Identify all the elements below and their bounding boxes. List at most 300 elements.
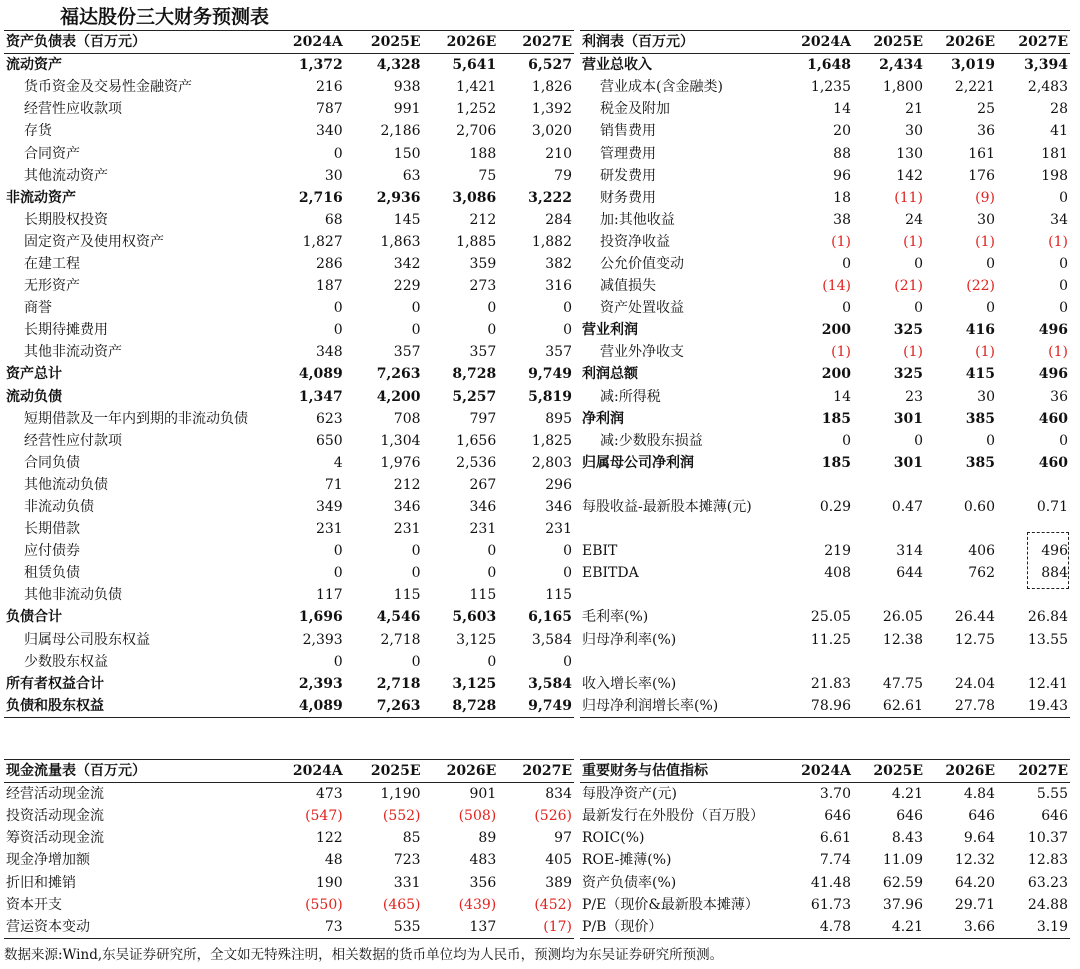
table-title: 现金流量表（百万元） [4, 760, 254, 783]
table-row [580, 474, 1070, 496]
row-label: 减:少数股东损益 [600, 432, 703, 449]
value-cell: 346 [469, 499, 497, 516]
row-label: 非流动负债 [24, 499, 94, 516]
row-label: 负债和股东权益 [4, 695, 254, 718]
value-cell: 3,125 [456, 631, 497, 648]
value-cell: 408 [824, 565, 851, 582]
value-cell: 483 [469, 852, 497, 869]
value-cell: 1,421 [456, 79, 497, 96]
value-cell: (14) [822, 278, 851, 295]
value-cell: 212 [393, 476, 421, 493]
row-label: 归属母公司净利润 [582, 454, 694, 471]
value-cell: 357 [469, 344, 497, 361]
value-cell [780, 474, 853, 496]
value-cell: 346 [545, 499, 572, 516]
table-row [580, 651, 1070, 673]
value-cell: 145 [393, 211, 421, 228]
row-label: 营业利润 [582, 322, 638, 339]
table-row [4, 805, 574, 827]
value-cell: 0 [563, 543, 572, 560]
value-cell: 63 [402, 167, 421, 184]
row-label: 合同负债 [24, 454, 80, 471]
value-cell: 314 [896, 543, 923, 560]
value-cell: 1,235 [810, 79, 851, 96]
value-cell: 3,125 [452, 675, 497, 692]
year-header: 2026E [423, 31, 499, 54]
value-cell: 938 [393, 79, 421, 96]
value-cell: 37.96 [882, 896, 923, 913]
value-cell: 0 [986, 255, 995, 272]
year-header: 2024A [254, 760, 344, 783]
value-cell: 5.55 [1036, 786, 1068, 803]
value-cell: 2,483 [1027, 79, 1068, 96]
value-cell: 0 [563, 322, 572, 339]
row-label: 无形资产 [24, 278, 80, 295]
value-cell: 36 [1050, 388, 1068, 405]
row-label: 利润总额 [582, 366, 638, 383]
income-statement-table [580, 30, 1070, 718]
value-cell: 30 [977, 211, 995, 228]
value-cell: 0 [333, 300, 343, 317]
value-cell: 115 [469, 587, 497, 604]
table-row [580, 297, 1070, 319]
table-row [580, 430, 1070, 452]
row-label: 资产负债率(%) [582, 874, 677, 891]
value-cell: 325 [893, 322, 923, 339]
table-row [580, 319, 1070, 341]
value-cell: 219 [824, 543, 851, 560]
row-label: 其他流动负债 [24, 476, 108, 493]
row-label: 流动负债 [6, 388, 62, 405]
row-label: 净利润 [582, 410, 624, 427]
table-row [4, 341, 574, 363]
value-cell: 8,728 [423, 695, 499, 718]
value-cell: 3.66 [925, 916, 997, 939]
value-cell: 0 [411, 653, 421, 670]
table-row [580, 408, 1070, 430]
value-cell: 2,936 [376, 189, 421, 206]
value-cell: 0 [1059, 432, 1068, 449]
table-row [4, 386, 574, 408]
table-row [4, 849, 574, 871]
value-cell: 3,584 [528, 675, 572, 692]
value-cell: 41 [1050, 123, 1068, 140]
value-cell: 0 [411, 322, 421, 339]
row-label: 归母净利率(%) [582, 631, 677, 648]
value-cell: 14 [833, 101, 851, 118]
table-row [580, 363, 1070, 385]
table-header-row [4, 760, 574, 783]
value-cell: 0 [411, 300, 421, 317]
page-title: 福达股份三大财务预测表 [60, 6, 270, 28]
row-label: EBIT [582, 543, 618, 560]
value-cell: 185 [821, 410, 851, 427]
value-cell: 301 [893, 454, 923, 471]
value-cell: 12.38 [882, 631, 923, 648]
value-cell [780, 518, 853, 540]
value-cell: (1) [975, 344, 995, 361]
value-cell: 4,089 [298, 366, 343, 383]
value-cell: 646 [896, 808, 923, 825]
row-label: 其他非流动负债 [24, 587, 122, 604]
cash-flow-table [4, 759, 574, 939]
value-cell: 79 [554, 167, 572, 184]
value-cell: 0 [986, 432, 995, 449]
value-cell: (547) [305, 808, 343, 825]
table-row [580, 540, 1070, 562]
year-header: 2026E [423, 760, 499, 783]
value-cell: 231 [315, 521, 343, 538]
value-cell: 0 [487, 322, 497, 339]
value-cell: 4 [333, 454, 343, 471]
value-cell: 198 [1041, 167, 1068, 184]
value-cell [997, 474, 1070, 496]
year-header: 2027E [997, 31, 1070, 54]
value-cell: 73 [254, 916, 344, 939]
value-cell: 21 [905, 101, 923, 118]
value-cell: 6.61 [819, 830, 851, 847]
value-cell: 71 [324, 476, 343, 493]
table-row [580, 606, 1070, 628]
table-row [4, 165, 574, 187]
value-cell: 0 [487, 300, 497, 317]
value-cell: 357 [545, 344, 572, 361]
row-label: 公允价值变动 [600, 255, 684, 272]
value-cell: 27.78 [925, 695, 997, 718]
value-cell: (9) [975, 189, 995, 206]
value-cell: 117 [315, 587, 343, 604]
table-row [580, 629, 1070, 651]
row-label: 长期借款 [24, 521, 80, 538]
table-row [580, 231, 1070, 253]
value-cell: 229 [393, 278, 421, 295]
table-row [4, 142, 574, 164]
value-cell: 2,718 [376, 675, 421, 692]
value-cell: 346 [393, 499, 421, 516]
value-cell: 1,825 [531, 432, 572, 449]
value-cell: 8,728 [452, 366, 497, 383]
value-cell: 188 [469, 145, 497, 162]
table-row [580, 165, 1070, 187]
value-cell: 286 [315, 255, 343, 272]
row-label: 资产总计 [6, 366, 62, 383]
row-label: 营业外净收支 [600, 344, 684, 361]
value-cell: 0 [1059, 278, 1068, 295]
row-label: 合同资产 [24, 145, 80, 162]
value-cell: 1,696 [298, 609, 343, 626]
value-cell: 1,304 [380, 432, 421, 449]
value-cell: 1,976 [380, 454, 421, 471]
value-cell: 708 [393, 410, 421, 427]
year-header: 2024A [780, 31, 853, 54]
value-cell: 26.05 [882, 609, 923, 626]
value-cell: 0 [487, 565, 497, 582]
value-cell: 644 [896, 565, 923, 582]
value-cell: 12.32 [954, 852, 995, 869]
row-label: 流动资产 [6, 57, 62, 74]
value-cell: 9.64 [963, 830, 995, 847]
table-row [580, 562, 1070, 584]
value-cell: 0 [563, 653, 572, 670]
value-cell: 36 [977, 123, 995, 140]
value-cell: 41.48 [810, 874, 851, 891]
value-cell: 9,749 [498, 695, 574, 718]
value-cell: 7.74 [819, 852, 851, 869]
row-label: 研发费用 [600, 167, 656, 184]
value-cell: 216 [315, 79, 343, 96]
year-header: 2027E [498, 31, 574, 54]
value-cell: 1,252 [456, 101, 497, 118]
row-label: 每股收益-最新股本摊薄(元) [582, 499, 752, 516]
row-label: 租赁负债 [24, 565, 80, 582]
value-cell [780, 651, 853, 673]
value-cell: 5,819 [528, 388, 572, 405]
value-cell: 231 [545, 521, 572, 538]
row-label: 非流动资产 [6, 189, 76, 206]
table-row [4, 120, 574, 142]
row-label: 长期股权投资 [24, 211, 108, 228]
value-cell: 3,222 [528, 189, 572, 206]
row-label [580, 651, 780, 673]
value-cell: 460 [1038, 410, 1068, 427]
value-cell: 4.84 [963, 786, 995, 803]
footnote: 数据来源:Wind,东吴证券研究所，全文如无特殊注明，相关数据的货币单位均为人民币，预测均为东吴证券研究所预测。 [4, 947, 724, 963]
value-cell: 2,393 [298, 675, 343, 692]
table-row [580, 673, 1070, 695]
value-cell: 2,393 [302, 631, 343, 648]
year-header: 2024A [780, 760, 853, 783]
value-cell: 496 [1041, 543, 1068, 560]
value-cell: 0 [487, 653, 497, 670]
table-row [4, 540, 574, 562]
value-cell: 2,718 [380, 631, 421, 648]
value-cell: 0.60 [963, 499, 995, 516]
value-cell: 1,190 [380, 786, 421, 803]
value-cell: 0 [986, 300, 995, 317]
value-cell: 8.43 [891, 830, 923, 847]
table-row [4, 518, 574, 540]
row-label: 长期待摊费用 [24, 322, 108, 339]
value-cell: 762 [968, 565, 995, 582]
row-label [580, 518, 780, 540]
year-header: 2025E [853, 760, 925, 783]
value-cell: 646 [968, 808, 995, 825]
row-label: 财务费用 [600, 189, 656, 206]
row-label: 应付债券 [24, 543, 80, 560]
value-cell: 14 [833, 388, 851, 405]
value-cell: 47.75 [882, 675, 923, 692]
row-label: 减值损失 [600, 278, 656, 295]
table-row [580, 76, 1070, 98]
value-cell: 1,800 [882, 79, 923, 96]
value-cell: 30 [324, 167, 343, 184]
value-cell: 0 [914, 432, 923, 449]
value-cell: 24.88 [1027, 896, 1068, 913]
value-cell: 150 [393, 145, 421, 162]
table-title: 资产负债表（百万元） [4, 31, 254, 54]
row-label: 其他非流动资产 [24, 344, 122, 361]
value-cell: 325 [893, 366, 923, 383]
value-cell: 1,885 [456, 233, 497, 250]
table-row [580, 849, 1070, 871]
table-row [4, 562, 574, 584]
value-cell: 3,020 [531, 123, 572, 140]
value-cell: 316 [545, 278, 572, 295]
value-cell: 623 [315, 410, 343, 427]
table-header-row [4, 31, 574, 54]
value-cell: 78.96 [780, 695, 853, 718]
value-cell: (550) [305, 896, 343, 913]
year-header: 2026E [925, 31, 997, 54]
value-cell: 0 [333, 565, 343, 582]
value-cell: 96 [833, 167, 851, 184]
row-label: 收入增长率(%) [582, 675, 677, 692]
value-cell: 30 [977, 388, 995, 405]
value-cell: 28 [1050, 101, 1068, 118]
value-cell: 0 [333, 543, 343, 560]
table-row [4, 76, 574, 98]
value-cell: 2,536 [456, 454, 497, 471]
table-row [4, 871, 574, 893]
table-row [580, 120, 1070, 142]
value-cell: (552) [382, 808, 421, 825]
table-row [580, 386, 1070, 408]
highlight-box [1027, 532, 1069, 589]
value-cell: 1,648 [807, 57, 851, 74]
value-cell [853, 584, 925, 606]
table-row [580, 695, 1070, 718]
row-label: 资产处置收益 [600, 300, 684, 317]
value-cell: 460 [1038, 454, 1068, 471]
value-cell: (1) [831, 233, 851, 250]
value-cell: (439) [458, 896, 497, 913]
value-cell: 64.20 [954, 874, 995, 891]
value-cell: 5,641 [452, 57, 497, 74]
value-cell: 130 [896, 145, 923, 162]
value-cell: 85 [402, 830, 421, 847]
value-cell: 3.19 [997, 916, 1070, 939]
value-cell: 3,086 [452, 189, 497, 206]
value-cell: 342 [393, 255, 421, 272]
value-cell: 122 [315, 830, 343, 847]
row-label: 管理费用 [600, 145, 656, 162]
value-cell: 68 [324, 211, 343, 228]
value-cell: 12.83 [1027, 852, 1068, 869]
row-label: 经营性应付款项 [24, 432, 122, 449]
value-cell: 11.25 [810, 631, 851, 648]
table-row [580, 518, 1070, 540]
table-row [4, 695, 574, 718]
value-cell: 20 [833, 123, 851, 140]
value-cell: 340 [315, 123, 343, 140]
value-cell: 137 [423, 916, 499, 939]
value-cell: 97 [554, 830, 572, 847]
value-cell: 4.21 [891, 786, 923, 803]
table-row [4, 54, 574, 77]
value-cell: 13.55 [1027, 631, 1068, 648]
table-row [4, 363, 574, 385]
value-cell: 348 [315, 344, 343, 361]
value-cell: 296 [545, 476, 572, 493]
table-title: 重要财务与估值指标 [580, 760, 780, 783]
balance-sheet-table [4, 30, 574, 718]
value-cell: 2,803 [531, 454, 572, 471]
table-row [4, 606, 574, 628]
value-cell [853, 474, 925, 496]
table-header-row [580, 760, 1070, 783]
value-cell: (17) [498, 916, 574, 939]
table-row [580, 187, 1070, 209]
table-row [580, 98, 1070, 120]
value-cell: 200 [821, 366, 851, 383]
value-cell: 0 [914, 255, 923, 272]
table-row [580, 209, 1070, 231]
value-cell: 48 [324, 852, 343, 869]
value-cell: 12.75 [954, 631, 995, 648]
value-cell: 0 [411, 565, 421, 582]
value-cell: 357 [393, 344, 421, 361]
value-cell: 34 [1050, 211, 1068, 228]
table-row [580, 783, 1070, 806]
row-label: 负债合计 [6, 609, 62, 626]
value-cell [925, 584, 997, 606]
value-cell: 12.41 [1027, 675, 1068, 692]
value-cell: 284 [545, 211, 572, 228]
row-label [580, 474, 780, 496]
value-cell: 834 [545, 786, 572, 803]
value-cell [780, 584, 853, 606]
row-label: 毛利率(%) [582, 609, 649, 626]
row-label: 短期借款及一年内到期的非流动负债 [24, 410, 248, 427]
value-cell: 89 [478, 830, 497, 847]
table-row [580, 805, 1070, 827]
value-cell: 21.83 [810, 675, 851, 692]
value-cell: 884 [1041, 565, 1068, 582]
value-cell: 0 [333, 145, 343, 162]
value-cell: 4.21 [853, 916, 925, 939]
value-cell: 6,527 [528, 57, 572, 74]
table-row [580, 496, 1070, 518]
table-row [4, 496, 574, 518]
value-cell: 0 [1059, 189, 1068, 206]
value-cell: 1,347 [298, 388, 343, 405]
value-cell: 356 [469, 874, 497, 891]
table-row [4, 209, 574, 231]
value-cell: 30 [905, 123, 923, 140]
value-cell: 75 [478, 167, 497, 184]
row-label: 经营活动现金流 [6, 786, 104, 803]
value-cell: 38 [833, 211, 851, 228]
value-cell: 0 [1059, 255, 1068, 272]
value-cell: 161 [968, 145, 995, 162]
value-cell: (1) [831, 344, 851, 361]
table-row [4, 916, 574, 939]
value-cell: 0 [1059, 300, 1068, 317]
table-row [580, 871, 1070, 893]
row-label: 固定资产及使用权资产 [24, 233, 164, 250]
table-row [4, 297, 574, 319]
value-cell: 389 [545, 874, 572, 891]
row-label: 投资净收益 [600, 233, 670, 250]
value-cell: 416 [965, 322, 995, 339]
value-cell: 6,165 [528, 609, 572, 626]
value-cell: 63.23 [1027, 874, 1068, 891]
year-header: 2025E [345, 760, 423, 783]
value-cell: 349 [315, 499, 343, 516]
value-cell: (22) [966, 278, 995, 295]
value-cell: 2,434 [879, 57, 923, 74]
value-cell: 88 [833, 145, 851, 162]
